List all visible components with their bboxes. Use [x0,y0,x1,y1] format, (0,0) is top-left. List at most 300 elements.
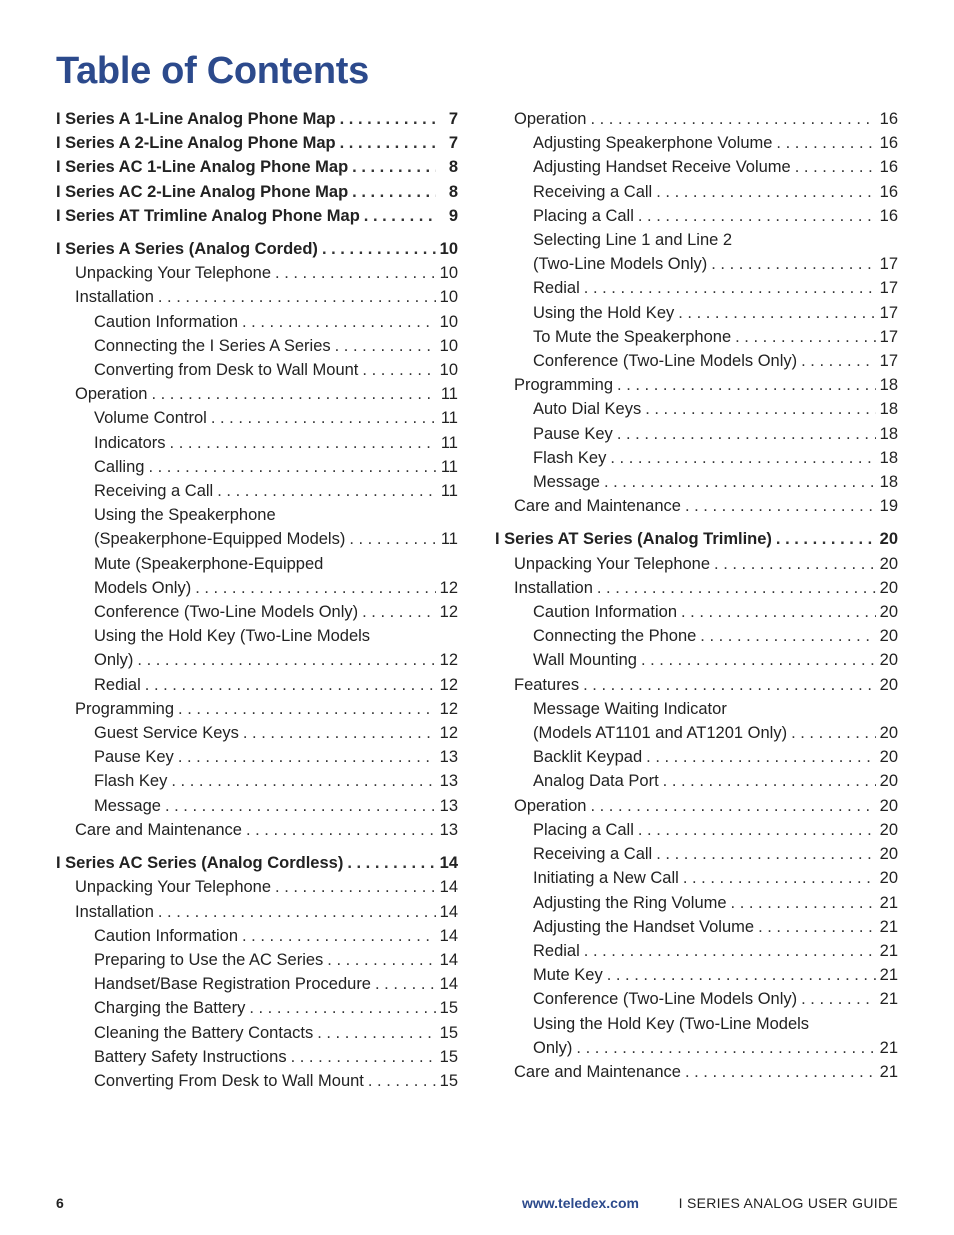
toc-entry-title: Operation [75,385,148,404]
toc-page-number: 20 [879,578,898,597]
toc-entry-title: (Models AT1101 and AT1201 Only) [533,724,788,743]
toc-entry[interactable] [56,358,458,382]
toc-entry-title: Redial [533,279,580,298]
toc-entry-title: Auto Dial Keys [533,400,642,419]
toc-page-number: 17 [879,352,898,371]
toc-page-number: 9 [448,206,458,225]
toc-entry[interactable] [56,1021,458,1045]
toc-entry[interactable] [495,107,898,131]
toc-entry[interactable] [495,1012,898,1036]
toc-entry[interactable] [495,987,898,1011]
toc-dot-leader [583,673,876,697]
toc-dot-leader [590,107,875,131]
toc-section-heading[interactable] [56,851,458,875]
toc-entry[interactable] [495,673,898,697]
toc-dot-leader [711,252,875,276]
toc-page-number: 7 [448,134,458,153]
toc-page-number: 17 [879,255,898,274]
toc-left-column [56,107,458,1093]
toc-dot-leader [375,972,436,996]
toc-dot-leader [170,431,436,455]
toc-dot-leader [362,358,435,382]
toc-page-number: 20 [879,554,898,573]
toc-entry[interactable] [56,721,458,745]
toc-page-number: 12 [439,603,458,622]
toc-entry-title: Features [514,675,580,694]
toc-dot-leader [638,818,876,842]
footer-page-number: 6 [56,1195,64,1211]
toc-entry-title: Receiving a Call [533,182,653,201]
toc-section-heading[interactable] [56,204,458,228]
toc-entry[interactable] [56,924,458,948]
toc-entry-title: I Series A Series (Analog Corded) [56,240,318,259]
toc-page-number: 15 [439,999,458,1018]
toc-entry-title: Pause Key [94,748,174,767]
toc-entry-title: I Series AT Series (Analog Trimline) [495,530,772,549]
toc-page-number: 21 [879,990,898,1009]
toc-entry-title: Adjusting Handset Receive Volume [533,158,791,177]
toc-entry-title: I Series AC 2-Line Analog Phone Map [56,182,349,201]
toc-page-number: 21 [879,1038,898,1057]
toc-entry[interactable] [56,600,458,624]
toc-entry-title: Programming [75,699,175,718]
toc-dot-leader [322,237,436,261]
toc-dot-leader [275,875,436,899]
toc-entry-title: (Speakerphone-Equipped Models) [94,530,346,549]
toc-dot-leader [211,406,436,430]
toc-entry[interactable] [495,204,898,228]
toc-page-number: 21 [879,966,898,985]
toc-entry[interactable] [495,915,898,939]
toc-entry[interactable] [56,875,458,899]
toc-entry[interactable] [495,769,898,793]
toc-entry-title: Receiving a Call [533,845,653,864]
toc-dot-leader [291,1045,436,1069]
toc-entry-title: Only) [94,651,134,670]
toc-entry[interactable] [495,422,898,446]
toc-dot-leader [645,397,875,421]
toc-page-number: 21 [879,917,898,936]
toc-entry-title: Cleaning the Battery Contacts [94,1023,314,1042]
toc-entry[interactable] [56,503,458,527]
toc-section-heading[interactable] [56,107,458,131]
toc-entry[interactable] [495,600,898,624]
toc-entry-title: Guest Service Keys [94,724,239,743]
toc-dot-leader [795,155,876,179]
toc-section-heading[interactable] [56,180,458,204]
toc-dot-leader [584,939,876,963]
toc-dot-leader [597,576,876,600]
toc-dot-leader [335,334,436,358]
toc-entry[interactable] [495,745,898,769]
toc-dot-leader [317,1021,435,1045]
toc-entry-title: Conference (Two-Line Models Only) [94,603,359,622]
toc-page-number: 18 [879,448,898,467]
toc-entry-title: Caution Information [94,312,238,331]
toc-entry-title: Caution Information [94,926,238,945]
toc-dot-leader [731,891,876,915]
toc-dot-leader [217,479,436,503]
toc-dot-leader [791,721,876,745]
toc-entry-title: Using the Speakerphone [94,506,276,525]
toc-entry[interactable] [495,325,898,349]
toc-dot-leader [246,818,436,842]
toc-entry-title: I Series AC 1-Line Analog Phone Map [56,158,349,177]
toc-entry[interactable] [495,552,898,576]
toc-dot-leader [178,697,436,721]
toc-page-number: 20 [879,845,898,864]
toc-page-number: 10 [439,361,458,380]
toc-entry[interactable] [56,382,458,406]
toc-entry[interactable] [56,996,458,1020]
toc-entry[interactable] [56,527,458,551]
toc-entry-title: Care and Maintenance [75,820,242,839]
toc-entry-title: Programming [514,376,614,395]
toc-entry[interactable] [495,697,898,721]
toc-entry[interactable] [495,155,898,179]
toc-entry[interactable] [495,276,898,300]
toc-dot-leader [735,325,876,349]
toc-dot-leader [656,180,875,204]
toc-entry-title: Flash Key [533,448,607,467]
toc-dot-leader [584,276,876,300]
toc-entry-title: Placing a Call [533,820,634,839]
toc-entry-title: Unpacking Your Telephone [75,878,272,897]
toc-dot-leader [801,987,876,1011]
toc-page-number: 21 [879,1062,898,1081]
toc-page-number: 7 [448,110,458,128]
toc-entry-title: Message [94,796,161,815]
toc-section-heading[interactable] [56,131,458,155]
toc-dot-leader [178,745,436,769]
toc-page-number: 20 [879,651,898,670]
toc-page-number: 20 [879,530,898,549]
toc-page-number: 17 [879,303,898,322]
toc-entry-title: Redial [533,941,580,960]
toc-entry-title: To Mute the Speakerphone [533,327,732,346]
toc-page-number: 10 [439,336,458,355]
toc-entry-title: Conference (Two-Line Models Only) [533,990,798,1009]
toc-page-number: 18 [879,424,898,443]
toc-entry[interactable] [495,373,898,397]
toc-page-number: 11 [440,409,458,428]
toc-page-number: 20 [879,603,898,622]
toc-dot-leader [700,624,875,648]
toc-entry-title: Caution Information [533,603,677,622]
toc-page-number: 20 [879,627,898,646]
toc-entry[interactable] [495,397,898,421]
toc-entry-title: Only) [533,1038,573,1057]
toc-entry-title: Connecting the Phone [533,627,697,646]
toc-page-number: 11 [440,433,458,452]
toc-page-number: 10 [439,264,458,283]
toc-entry[interactable] [56,794,458,818]
toc-entry[interactable] [495,180,898,204]
toc-entry-title: Handset/Base Registration Procedure [94,975,371,994]
toc-page-number: 18 [879,400,898,419]
toc-entry[interactable] [56,648,458,672]
toc-dot-leader [776,131,875,155]
toc-entry-title: I Series A 1-Line Analog Phone Map [56,110,336,128]
toc-entry-title: Redial [94,675,141,694]
toc-dot-leader [327,948,435,972]
toc-entry[interactable] [495,470,898,494]
toc-page-number: 20 [879,796,898,815]
toc-entry-title: Receiving a Call [94,482,214,501]
toc-page-number: 10 [439,240,458,259]
toc-entry[interactable] [56,769,458,793]
toc-entry[interactable] [495,576,898,600]
toc-entry-title: Selecting Line 1 and Line 2 [533,231,733,250]
toc-page-number: 13 [439,748,458,767]
toc-entry-title: Pause Key [533,424,613,443]
page-title: Table of Contents [56,50,369,92]
toc-entry-title: Battery Safety Instructions [94,1047,287,1066]
toc-dot-leader [663,769,876,793]
toc-dot-leader [158,285,436,309]
toc-dot-leader [685,1060,876,1084]
toc-dot-leader [151,382,436,406]
toc-page-number: 14 [439,950,458,969]
toc-page-number: 12 [439,651,458,670]
toc-dot-leader [158,900,436,924]
toc-page-number: 14 [439,975,458,994]
toc-dot-leader [340,131,436,155]
toc-page-number: 13 [439,820,458,839]
toc-entry-title: Flash Key [94,772,168,791]
toc-entry-title: Operation [514,796,587,815]
footer-url-link[interactable]: www.teledex.com [522,1195,639,1211]
toc-dot-leader [364,204,436,228]
toc-page-number: 11 [440,482,458,501]
toc-entry[interactable] [56,948,458,972]
toc-entry[interactable] [56,285,458,309]
toc-entry-title: Adjusting the Handset Volume [533,917,755,936]
toc-entry[interactable] [56,479,458,503]
toc-entry[interactable] [56,745,458,769]
toc-entry[interactable] [495,301,898,325]
toc-entry-title: I Series AT Trimline Analog Phone Map [56,206,360,225]
toc-dot-leader [617,373,876,397]
toc-entry[interactable] [56,972,458,996]
page-footer [56,1195,898,1213]
toc-dot-leader [275,261,436,285]
toc-entry-title: Unpacking Your Telephone [75,264,272,283]
toc-entry-title: Mute (Speakerphone-Equipped [94,554,324,573]
toc-dot-leader [243,721,436,745]
toc-page-number: 20 [879,820,898,839]
toc-dot-leader [590,794,875,818]
toc-dot-leader [638,204,876,228]
toc-page-number: 10 [439,312,458,331]
toc-page-number: 20 [879,748,898,767]
toc-page-number: 16 [879,110,898,128]
toc-dot-leader [617,422,876,446]
toc-entry[interactable] [495,252,898,276]
toc-page-number: 12 [439,578,458,597]
toc-page-number: 15 [439,1047,458,1066]
toc-dot-leader [340,107,436,131]
toc-dot-leader [242,924,436,948]
toc-entry[interactable] [56,431,458,455]
toc-dot-leader [249,996,435,1020]
toc-entry[interactable] [495,818,898,842]
toc-dot-leader [610,446,875,470]
toc-page-number: 11 [440,385,458,404]
toc-dot-leader [678,301,875,325]
toc-page-number: 20 [879,724,898,743]
toc-page-number: 14 [439,902,458,921]
toc-page-number: 8 [448,182,458,201]
toc-entry-title: Adjusting Speakerphone Volume [533,134,773,153]
toc-entry-title: Converting from Desk to Wall Mount [94,361,359,380]
toc-entry[interactable] [495,648,898,672]
toc-dot-leader [656,842,875,866]
toc-entry-title: Conference (Two-Line Models Only) [533,352,798,371]
toc-entry[interactable] [56,334,458,358]
toc-entry-title: Using the Hold Key (Two-Line Models [94,627,371,646]
toc-entry[interactable] [56,900,458,924]
toc-page-number: 11 [440,457,458,476]
toc-entry-title: Installation [514,578,593,597]
toc-entry[interactable] [56,576,458,600]
toc-page-number: 12 [439,675,458,694]
toc-dot-leader [604,470,876,494]
toc-page-number: 13 [439,772,458,791]
toc-entry[interactable] [56,673,458,697]
toc-entry[interactable] [495,866,898,890]
toc-entry-title: Message Waiting Indicator [533,699,727,718]
toc-entry[interactable] [495,891,898,915]
toc-entry[interactable] [495,624,898,648]
toc-dot-leader [165,794,436,818]
toc-page-number: 20 [879,869,898,888]
toc-entry[interactable] [495,842,898,866]
toc-page-number: 15 [439,1023,458,1042]
toc-entry[interactable] [56,552,458,576]
toc-entry[interactable] [495,963,898,987]
toc-entry-title: Using the Hold Key [533,303,675,322]
toc-entry-title: Installation [75,288,154,307]
toc-entry-title: Installation [75,902,154,921]
toc-page-number: 12 [439,699,458,718]
toc-dot-leader [607,963,876,987]
toc-entry[interactable] [495,721,898,745]
toc-page-number: 14 [439,854,458,873]
toc-dot-leader [362,600,436,624]
toc-page-number: 12 [439,724,458,743]
toc-page-number: 10 [439,288,458,307]
toc-entry-title: Operation [514,110,587,128]
toc-dot-leader [352,180,436,204]
toc-entry-title: I Series A 2-Line Analog Phone Map [56,134,336,153]
toc-page-number: 18 [879,376,898,395]
toc-entry[interactable] [495,349,898,373]
toc-entry-title: Initiating a New Call [533,869,679,888]
toc-dot-leader [646,745,875,769]
toc-entry[interactable] [56,310,458,334]
toc-dot-leader [349,527,436,551]
toc-entry-title: Charging the Battery [94,999,246,1018]
toc-entry-title: Unpacking Your Telephone [514,554,711,573]
toc-entry-title: Message [533,473,600,492]
toc-entry[interactable] [495,228,898,252]
toc-dot-leader [148,455,436,479]
toc-entry-title: Using the Hold Key (Two-Line Models [533,1014,810,1033]
toc-entry[interactable] [495,494,898,518]
toc-entry[interactable] [56,1069,458,1093]
toc-page-number: 14 [439,926,458,945]
toc-section-heading[interactable] [495,527,898,551]
toc-dot-leader [352,155,436,179]
toc-page-number: 21 [879,893,898,912]
toc-entry-title: Placing a Call [533,206,634,225]
toc-dot-leader [758,915,876,939]
toc-dot-leader [776,527,876,551]
toc-page-number: 15 [439,1071,458,1090]
toc-entry-title: Backlit Keypad [533,748,643,767]
toc-page-number: 16 [879,134,898,153]
toc-entry-title: Calling [94,457,145,476]
toc-dot-leader [347,851,435,875]
toc-page-number: 17 [879,327,898,346]
toc-entry-title: Wall Mounting [533,651,637,670]
toc-entry-title: Analog Data Port [533,772,659,791]
toc-entry[interactable] [495,446,898,470]
toc-entry[interactable] [495,794,898,818]
toc-dot-leader [714,552,876,576]
toc-entry-title: Mute Key [533,966,603,985]
toc-entry-title: Volume Control [94,409,207,428]
toc-dot-leader [145,673,436,697]
toc-page-number: 16 [879,158,898,177]
toc-entry[interactable] [56,406,458,430]
toc-page-number: 20 [879,675,898,694]
toc-entry[interactable] [56,455,458,479]
toc-entry[interactable] [56,1045,458,1069]
toc-entry-title: (Two-Line Models Only) [533,255,708,274]
toc-section-heading[interactable] [56,155,458,179]
toc-entry[interactable] [56,624,458,648]
toc-entry[interactable] [56,261,458,285]
toc-entry-title: Indicators [94,433,166,452]
toc-entry-title: Preparing to Use the AC Series [94,950,324,969]
toc-entry-title: Models Only) [94,578,192,597]
toc-dot-leader [685,494,876,518]
toc-dot-leader [368,1069,436,1093]
toc-entry[interactable] [495,939,898,963]
toc-entry[interactable] [56,697,458,721]
toc-entry-title: I Series AC Series (Analog Cordless) [56,854,344,873]
toc-entry[interactable] [495,131,898,155]
toc-page-number: 13 [439,796,458,815]
toc-dot-leader [641,648,876,672]
toc-right-column [495,107,898,1084]
toc-page-number: 20 [879,772,898,791]
toc-entry[interactable] [495,1060,898,1084]
toc-page-number: 17 [879,279,898,298]
toc-entry[interactable] [495,1036,898,1060]
toc-dot-leader [576,1036,875,1060]
toc-page-number: 16 [879,206,898,225]
toc-entry[interactable] [56,818,458,842]
toc-page-number: 16 [879,182,898,201]
footer-guide-title: I SERIES ANALOG USER GUIDE [678,1195,898,1211]
toc-dot-leader [683,866,876,890]
toc-dot-leader [195,576,435,600]
toc-section-heading[interactable] [56,237,458,261]
toc-dot-leader [681,600,876,624]
